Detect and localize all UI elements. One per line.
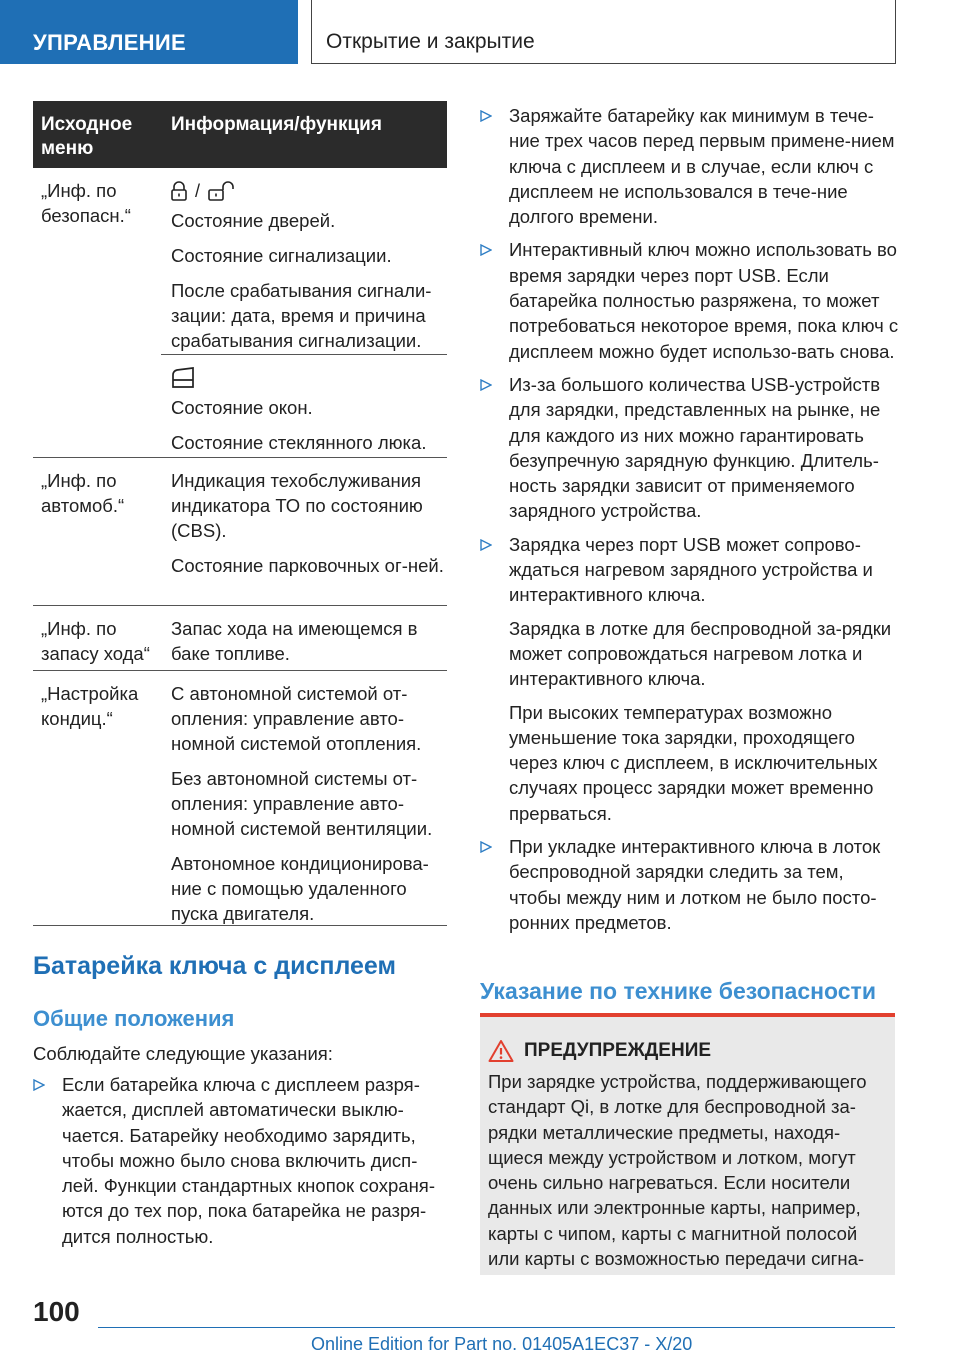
right-bullet-list (480, 103, 900, 943)
info-line: Состояние парковочных ог-ней. (171, 555, 444, 576)
list-item-text: Заряжайте батарейку как минимум в тече-ние трех часов перед первым примене-нием ключа с дисплеем и в случае, если ключ с дисплеем не использовался в тече-ние долгого времени. (509, 105, 895, 228)
table-row (33, 355, 447, 457)
warning-label: ПРЕДУПРЕЖДЕНИЕ (524, 1040, 712, 1061)
table-row (33, 458, 447, 605)
table-cell-menu: „Инф. по автомоб.“ (41, 470, 125, 516)
lock-closed-icon (171, 181, 187, 201)
list-item (480, 103, 900, 229)
list-item (480, 372, 900, 524)
table-cell-info (161, 681, 447, 925)
table-cell-info (161, 468, 447, 605)
icon-separator: / (195, 180, 201, 201)
header-section: УПРАВЛЕНИЕ (0, 0, 298, 64)
warning-box (480, 1013, 895, 1275)
info-line: Запас хода на имеющемся в баке топливе. (171, 618, 418, 664)
list-item (480, 532, 900, 608)
header-subsection: Открытие и закрытие (311, 0, 896, 64)
table-cell-menu: „Инф. по безопасн.“ (41, 180, 131, 226)
list-item (33, 1072, 447, 1249)
intro-text: Соблюдайте следующие указания: (33, 1043, 333, 1064)
triangle-bullet-icon (480, 539, 492, 551)
triangle-bullet-icon (33, 1079, 45, 1091)
info-line: Состояние окон. (171, 397, 313, 418)
warning-text: При зарядке устройства, поддерживающего стандарт Qi, в лотке для беспроводной за-рядки металлические предметы, находя-щиеся между устройством и лотком, могут очень сильно нагреваться. Если носители данных или электронные карты, например, карты с чипом, карты с магнитной полосой или карты с возможностью передачи сигна- (488, 1071, 867, 1270)
triangle-bullet-icon (480, 244, 492, 256)
list-item (480, 834, 900, 935)
info-line: Состояние дверей. (171, 210, 336, 231)
footer-divider (98, 1327, 895, 1328)
list-item-text: Зарядка через порт USB может сопрово-ждаться нагревом зарядного устройства и интерактивного ключа. (509, 533, 873, 606)
list-item-text: Интерактивный ключ можно использовать во время зарядки через порт USB. Если батарейка полностью разряжена, то может потребоваться некоторое время, пока ключ с дисплеем можно будет использо-вать снова. (509, 239, 899, 362)
list-item-text: Если батарейка ключа с дисплеем разря-жается, дисплей автоматически выклю-чается. Батарейку необходимо зарядить, чтобы можно было снова включить дисп-лей. Функции стандартных кнопок сохраня-ются до тех пор, пока батарейка не разря-дится полностью. (62, 1074, 435, 1247)
info-line: После срабатывания сигнали-зации: дата, время и причина срабатывания сигнализации. (171, 280, 432, 351)
warning-header (488, 1039, 885, 1063)
table-cell-info (161, 365, 447, 457)
safety-title: Указание по технике безопасности (480, 978, 876, 1004)
info-line: С автономной системой от-опления: управление авто-номной системой отопления. (171, 683, 422, 754)
warning-triangle-icon (488, 1039, 514, 1063)
left-bullet-list (33, 1072, 447, 1257)
table-header (33, 101, 447, 168)
subsection-title: Общие положения (33, 1006, 235, 1031)
triangle-bullet-icon (480, 379, 492, 391)
table-row (33, 606, 447, 670)
table-row (33, 671, 447, 925)
table-cell-info (161, 178, 447, 354)
info-line: Автономное кондиционирова-ние с помощью удаленного пуска двигателя. (171, 853, 429, 924)
list-subparagraph: При высоких температурах возможно уменьшение тока зарядки, проходящего через ключ с дисплеем, в исключительных случаях процесс зарядки может временно прерваться. (509, 701, 878, 824)
table-cell-menu (33, 365, 161, 457)
table-row (33, 168, 447, 354)
triangle-bullet-icon (480, 110, 492, 122)
footer-edition: Online Edition for Part no. 01405A1EC37 - X/20 (311, 1334, 693, 1354)
table-cell-menu: „Настройка кондиц.“ (41, 683, 139, 729)
lock-open-icon (208, 181, 234, 201)
list-item-text: При укладке интерактивного ключа в лоток беспроводной зарядки следить за тем, чтобы между ним и лотком не было посто-ронних предметов. (509, 836, 881, 933)
info-line: Без автономной системы от-опления: управление авто-номной системой вентиляции. (171, 768, 433, 839)
window-icon (171, 367, 197, 389)
page-number: 100 (33, 1296, 80, 1327)
info-line: Индикация техобслуживания индикатора ТО по состоянию (CBS). (171, 470, 423, 541)
table-cell-menu: „Инф. по запасу хода“ (41, 618, 150, 664)
triangle-bullet-icon (480, 841, 492, 853)
info-line: Состояние сигнализации. (171, 245, 392, 266)
window-icons (171, 365, 447, 391)
table-header-menu: Исходное меню (41, 114, 133, 159)
lock-icons (171, 178, 447, 204)
section-title: Батарейка ключа с дисплеем (33, 952, 397, 980)
info-line: Состояние стеклянного люка. (171, 432, 427, 453)
table-cell-info (161, 616, 447, 670)
info-table (33, 101, 447, 926)
table-header-info: Информация/функция (171, 114, 382, 135)
list-item-text: Из-за большого количества USB-устройств для зарядки, представленных на рынке, не для каждого из них можно гарантировать безупречную зарядную функцию. Длитель-ность зарядки зависит от применяемого зарядного устройства. (509, 373, 881, 522)
list-item (480, 237, 900, 363)
list-subparagraph: Зарядка в лотке для беспроводной за-рядки может сопровождаться нагревом лотка и интерактивного ключа. (509, 617, 892, 690)
